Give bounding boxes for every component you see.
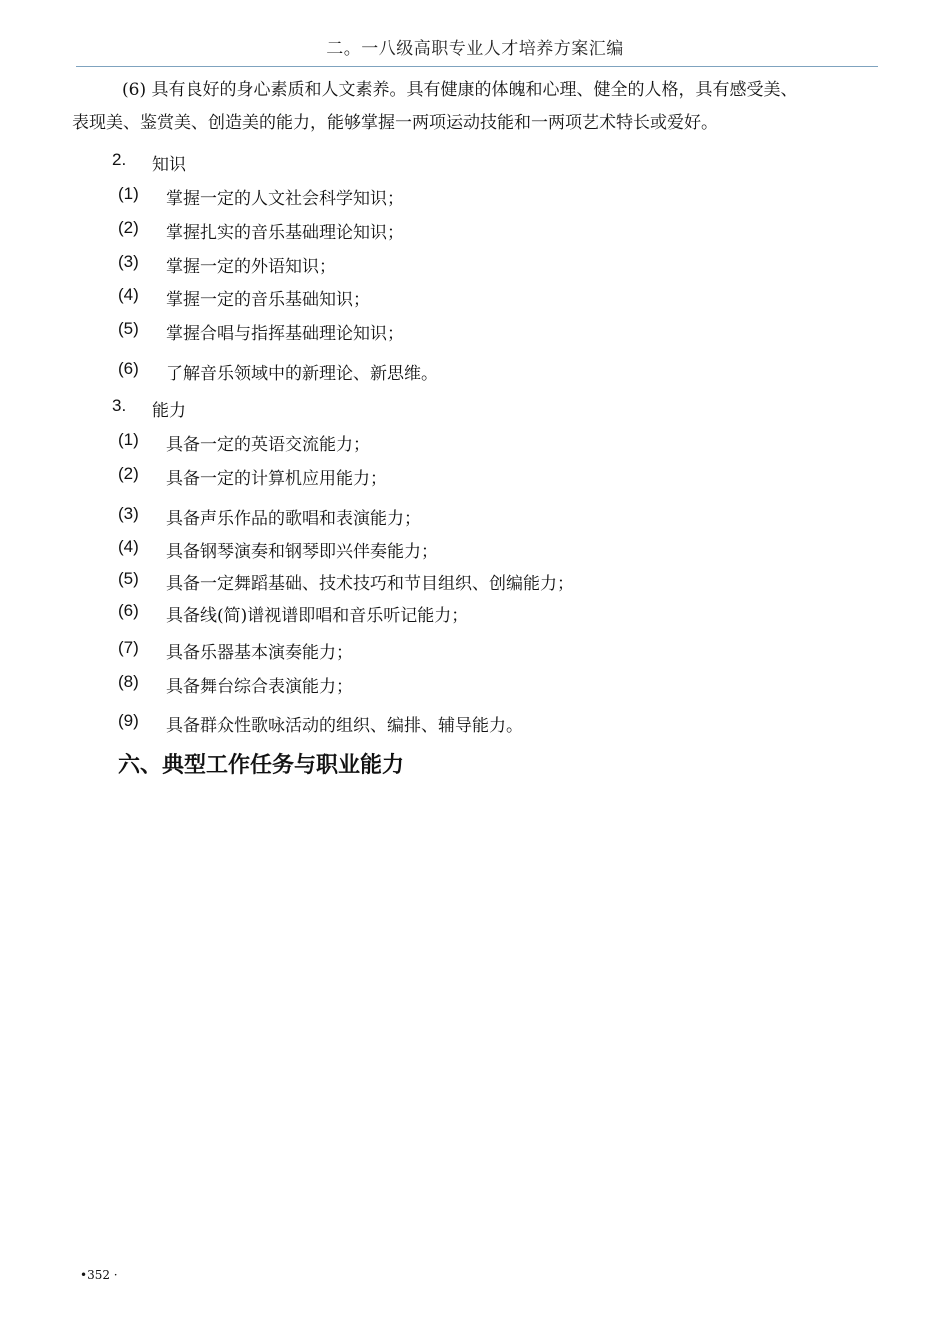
knowledge-item-text: 掌握一定的人文社会科学知识； <box>166 189 404 209</box>
knowledge-item-number: (5) <box>118 319 139 338</box>
intro-paragraph <box>72 74 882 140</box>
ability-item-number: (7) <box>118 638 139 657</box>
ability-item-number: (2) <box>118 464 139 483</box>
knowledge-item-number: (1) <box>118 184 139 203</box>
intro-line-2: 表现美、鉴赏美、创造美的能力，能够掌握一两项运动技能和一两项艺术特长或爱好。 <box>72 113 718 133</box>
ability-item-number: (9) <box>118 711 139 730</box>
section-heading: 六、典型工作任务与职业能力 <box>118 753 405 778</box>
ability-number: 3. <box>112 396 127 415</box>
knowledge-heading: 知识 <box>152 155 186 175</box>
ability-item-text: 具备乐器基本演奏能力； <box>166 643 353 663</box>
ability-item-text: 具备一定舞蹈基础、技术技巧和节目组织、创编能力； <box>166 574 574 594</box>
ability-item-text: 具备群众性歌咏活动的组织、编排、辅导能力。 <box>166 716 523 736</box>
knowledge-item-text: 掌握合唱与指挥基础理论知识； <box>166 324 404 344</box>
ability-item-text: 具备一定的计算机应用能力； <box>166 469 387 489</box>
knowledge-item-number: (2) <box>118 218 139 237</box>
ability-item-text: 具备钢琴演奏和钢琴即兴伴奏能力； <box>166 542 438 562</box>
knowledge-item-text: 掌握一定的音乐基础知识； <box>166 290 370 310</box>
ability-item-number: (6) <box>118 601 139 620</box>
ability-item-number: (8) <box>118 672 139 691</box>
ability-item-number: (1) <box>118 430 139 449</box>
intro-line-1: (6) 具有良好的身心素质和人文素养。具有健康的体魄和心理、健全的人格，具有感受美、 <box>122 80 798 100</box>
ability-item-text: 具备声乐作品的歌唱和表演能力； <box>166 509 421 529</box>
page-header-title: 二。一八级高职专业人才培养方案汇编 <box>326 39 624 59</box>
knowledge-item-number: (6) <box>118 359 139 378</box>
ability-heading: 能力 <box>152 401 186 421</box>
knowledge-number: 2. <box>112 150 127 169</box>
knowledge-item-text: 掌握一定的外语知识； <box>166 257 336 277</box>
knowledge-item-number: (4) <box>118 285 139 304</box>
page-number: •352 · <box>80 1268 118 1282</box>
ability-item-text: 具备舞台综合表演能力； <box>166 677 353 697</box>
knowledge-item-text: 掌握扎实的音乐基础理论知识； <box>166 223 404 243</box>
ability-item-number: (5) <box>118 569 139 588</box>
header-divider <box>76 66 878 67</box>
knowledge-item-text: 了解音乐领域中的新理论、新思维。 <box>166 364 438 384</box>
ability-item-number: (3) <box>118 504 139 523</box>
ability-item-text: 具备线(简)谱视谱即唱和音乐听记能力； <box>166 606 469 626</box>
ability-item-number: (4) <box>118 537 139 556</box>
knowledge-item-number: (3) <box>118 252 139 271</box>
ability-item-text: 具备一定的英语交流能力； <box>166 435 370 455</box>
